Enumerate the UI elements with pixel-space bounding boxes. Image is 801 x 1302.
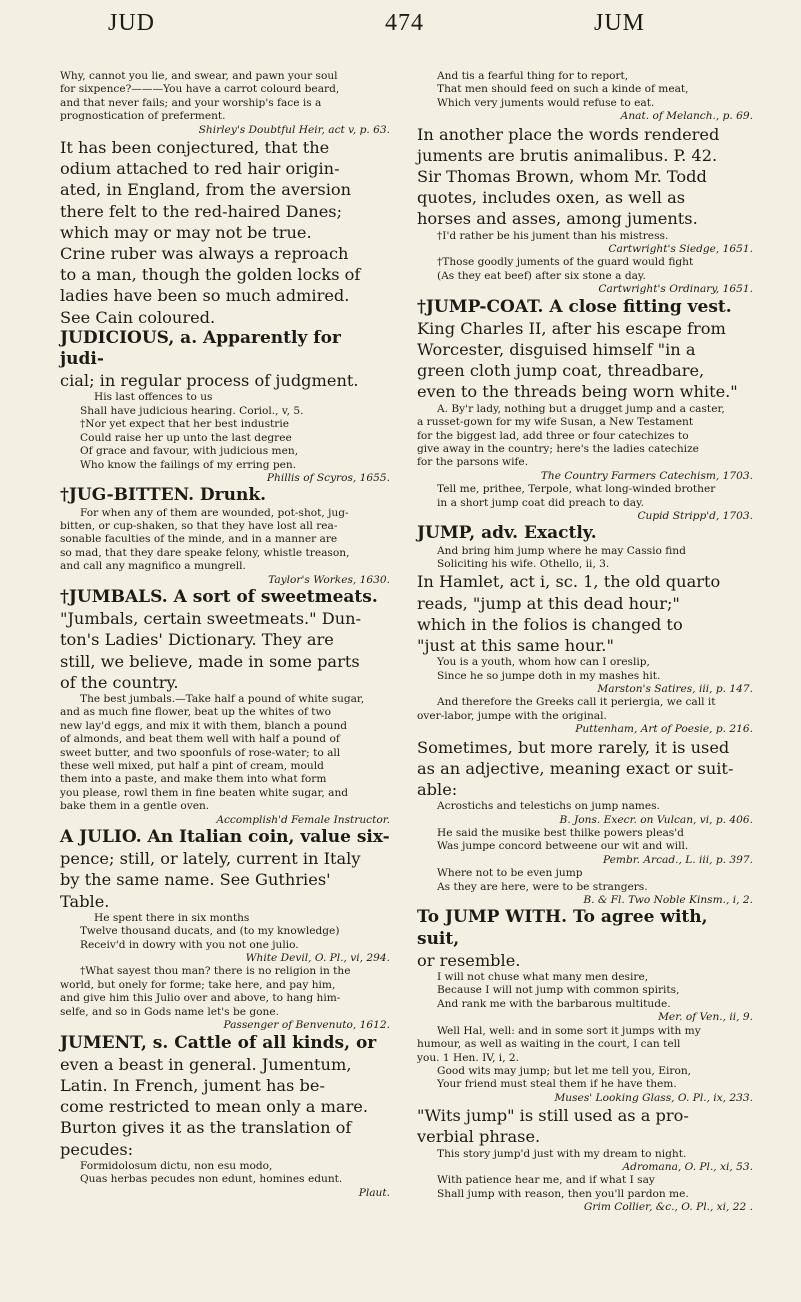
quotation-line: Where not to be even jump: [437, 867, 583, 880]
citation-line: Mer. of Ven., ii, 9.: [658, 1011, 753, 1024]
quotation-line: Since he so jumpe doth in my mashes hit.: [437, 669, 661, 682]
quotation-line: and as much fine flower, beat up the whites of two: [60, 706, 331, 719]
quotation-line: humour, as well as waiting in the court, I can tell: [417, 1038, 681, 1051]
quotation-line: Of grace and favour, with judicious men,: [80, 445, 299, 458]
body-text-line: verbial phrase.: [417, 1127, 541, 1147]
quotation-line: I will not chuse what many men desire,: [437, 971, 649, 984]
quotation-line: †Those goodly juments of the guard would fight: [437, 256, 694, 269]
quotation-line: Formidolosum dictu, non esu modo,: [80, 1159, 273, 1172]
quotation-line: His last offences to us: [94, 391, 213, 404]
quotation-line: †Nor yet expect that her best industrie: [80, 418, 289, 431]
entry-headword-line: †JUG-BITTEN. Drunk.: [60, 485, 267, 506]
quotation-line: of almonds, and beat them well with half a pound of: [60, 733, 340, 746]
quotation-line: This story jump'd just with my dream to night.: [437, 1147, 687, 1160]
quotation-line: Shall have judicious hearing. Coriol., v, 5.: [80, 404, 304, 417]
citation-line: Cartwright's Siedge, 1651.: [608, 243, 753, 256]
body-text-line: In another place the words rendered: [417, 124, 720, 144]
quotation-line: Tell me, prithee, Terpole, what long-winded brother: [437, 483, 716, 496]
quotation-line: over-labor, jumpe with the original.: [417, 709, 607, 722]
quotation-line: for the biggest lad, add three or four catechizes to: [417, 429, 689, 442]
body-text-line: or resemble.: [417, 950, 521, 970]
citation-line: Cupid Stripp'd, 1703.: [637, 509, 753, 522]
citation-line: Marston's Satires, iii, p. 147.: [597, 682, 753, 695]
header-left-guideword: JUD: [108, 10, 156, 36]
quotation-line: He said the musike best thilke powers pleas'd: [437, 827, 684, 840]
quotation-line: sonable faculties of the minde, and in a manner are: [60, 533, 338, 546]
entry-headword-line: †JUMBALS. A sort of sweetmeats.: [60, 586, 378, 607]
body-text-line: pecudes:: [60, 1139, 134, 1159]
body-text-line: odium attached to red hair origin-: [60, 159, 340, 179]
citation-line: Muses' Looking Glass, O. Pl., ix, 233.: [554, 1091, 753, 1104]
quotation-line: Who know the failings of my erring pen.: [80, 458, 297, 471]
body-text-line: Latin. In French, jument has be-: [60, 1075, 325, 1095]
citation-line: Phillis of Scyros, 1655.: [266, 471, 390, 484]
body-text-line: reads, "jump at this dead hour;": [417, 593, 680, 613]
quotation-line: you. 1 Hen. IV, i, 2.: [417, 1051, 520, 1064]
quotation-line: a russet-gown for my wife Susan, a New Testament: [417, 416, 694, 429]
entry-headword-line: JUDICIOUS, a. Apparently for judi-: [60, 327, 341, 370]
quotation-line: Quas herbas pecudes non edunt, homines edunt.: [80, 1173, 343, 1186]
body-text-line: horses and asses, among juments.: [417, 209, 698, 229]
entry-headword-line: †JUMP-COAT. A close fitting vest.: [417, 296, 732, 317]
quotation-line: Was jumpe concord betweene our wit and will.: [437, 840, 689, 853]
quotation-line: Could raise her up unto the last degree: [80, 431, 292, 444]
body-text-line: ated, in England, from the aversion: [60, 180, 352, 200]
body-text-line: even to the threads being worn white.": [417, 382, 738, 402]
quotation-line: and that never fails; and your worship's face is a: [60, 96, 322, 109]
body-text-line: still, we believe, made in some parts: [60, 651, 360, 671]
body-text-line: by the same name. See Guthries': [60, 870, 331, 890]
quotation-line: them into a paste, and make them into what form: [60, 773, 327, 786]
quotation-line: (As they eat beef) after six stone a day.: [437, 269, 646, 282]
body-text-line: of the country.: [60, 672, 179, 692]
quotation-line: A. By'r lady, nothing but a drugget jump and a caster,: [437, 402, 725, 415]
quotation-line: new lay'd eggs, and mix it with them, blanch a pound: [60, 719, 348, 732]
quotation-line: and call any magnifico a mungrell.: [60, 560, 246, 573]
quotation-line: As they are here, were to be strangers.: [437, 880, 648, 893]
quotation-line: Because I will not jump with common spirits,: [437, 984, 680, 997]
quotation-line: With patience hear me, and if what I say: [437, 1174, 655, 1187]
citation-line: Accomplish'd Female Instructor.: [216, 813, 390, 826]
running-header: [0, 6, 801, 42]
entry-headword-line: JUMP, adv. Exactly.: [417, 523, 597, 544]
body-text-line: there felt to the red-haired Danes;: [60, 201, 343, 221]
quotation-line: Receiv'd in dowry with you not one julio.: [80, 938, 299, 951]
body-text-line: It has been conjectured, that the: [60, 138, 330, 158]
quotation-line: Which very juments would refuse to eat.: [437, 96, 655, 109]
quotation-line: Shall jump with reason, then you'll pardon me.: [437, 1187, 689, 1200]
quotation-line: you please, rowl them in fine beaten white sugar, and: [60, 786, 349, 799]
body-text-line: green cloth jump coat, threadbare,: [417, 361, 705, 381]
body-text-line: Burton gives it as the translation of: [60, 1118, 352, 1138]
quotation-line: And bring him jump where he may Cassio find: [437, 544, 686, 557]
quotation-line: for the parsons wife.: [417, 456, 529, 469]
quotation-line: For when any of them are wounded, pot-shot, jug-: [80, 506, 349, 519]
quotation-line: Acrostichs and telestichs on jump names.: [437, 800, 660, 813]
entry-headword-line: A JULIO. An Italian coin, value six-: [60, 827, 390, 848]
left-column: [60, 70, 390, 1200]
citation-line: Adromana, O. Pl., xi, 53.: [622, 1160, 753, 1173]
citation-line: B. Jons. Execr. on Vulcan, vi, p. 406.: [559, 813, 753, 826]
body-text-line: Worcester, disguised himself "in a: [417, 340, 696, 360]
body-text-line: See Cain coloured.: [60, 307, 216, 327]
quotation-line: world, but onely for forme; take here, and pay him,: [60, 978, 336, 991]
quotation-line: in a short jump coat did preach to day.: [437, 496, 645, 509]
quotation-line: and give him this Julio over and above, to hang him-: [60, 992, 341, 1005]
body-text-line: come restricted to mean only a mare.: [60, 1097, 369, 1117]
citation-line: Puttenham, Art of Poesie, p. 216.: [575, 723, 753, 736]
quotation-line: Soliciting his wife. Othello, ii, 3.: [437, 557, 610, 570]
body-text-line: King Charles II, after his escape from: [417, 318, 726, 338]
quotation-line: bitten, or cup-shaken, so that they have lost all rea-: [60, 519, 338, 532]
body-text-line: juments are brutis animalibus. P. 42.: [417, 145, 718, 165]
body-text-line: even a beast in general. Jumentum,: [60, 1054, 352, 1074]
body-text-line: Sir Thomas Brown, whom Mr. Todd: [417, 167, 707, 187]
body-text-line: "Wits jump" is still used as a pro-: [417, 1106, 689, 1126]
citation-line: B. & Fl. Two Noble Kinsm., i, 2.: [583, 894, 753, 907]
header-right-guideword: JUM: [594, 10, 646, 36]
quotation-line: The best jumbals.—Take half a pound of white sugar,: [80, 692, 365, 705]
page-number: 474: [385, 10, 424, 36]
quotation-line: selfe, and so in Gods name let's be gone.: [60, 1005, 279, 1018]
quotation-line: for sixpence?———You have a carrot colourd beard,: [60, 83, 340, 96]
quotation-line: Your friend must steal them if he have them.: [437, 1078, 677, 1091]
quotation-line: And rank me with the barbarous multitude.: [437, 997, 671, 1010]
quotation-line: bake them in a gentle oven.: [60, 800, 210, 813]
body-text-line: cial; in regular process of judgment.: [60, 371, 359, 391]
citation-line: Pembr. Arcad., L. iii, p. 397.: [602, 853, 753, 866]
body-text-line: "just at this same hour.": [417, 635, 614, 655]
quotation-line: Good wits may jump; but let me tell you, Eiron,: [437, 1064, 692, 1077]
body-text-line: which may or may not be true.: [60, 222, 312, 242]
quotation-line: †What sayest thou man? there is no religion in the: [80, 965, 351, 978]
body-text-line: which in the folios is changed to: [417, 614, 683, 634]
body-text-line: as an adjective, meaning exact or suit-: [417, 758, 734, 778]
citation-line: Taylor's Workes, 1630.: [268, 573, 390, 586]
citation-line: The Country Farmers Catechism, 1703.: [540, 469, 753, 482]
body-text-line: "Jumbals, certain sweetmeats." Dun-: [60, 609, 362, 629]
quotation-line: You is a youth, whom how can I oreslip,: [437, 656, 650, 669]
citation-line: Grim Collier, &c., O. Pl., xi, 22 .: [583, 1201, 753, 1214]
body-text-line: to a man, though the golden locks of: [60, 265, 361, 285]
citation-line: Anat. of Melanch., p. 69.: [620, 110, 753, 123]
quotation-line: And therefore the Greeks call it periergia, we call it: [437, 696, 716, 709]
quotation-line: give away in the country; here's the ladies catechize: [417, 442, 699, 455]
body-text-line: Table.: [60, 891, 110, 911]
quotation-line: sweet butter, and two spoonfuls of rose-water; to all: [60, 746, 341, 759]
quotation-line: Why, cannot you lie, and swear, and pawn your soul: [60, 70, 338, 82]
citation-line: Plaut.: [358, 1186, 390, 1199]
quotation-line: so mad, that they dare speake felony, whistle treason,: [60, 546, 350, 559]
quotation-line: And tis a fearful thing for to report,: [437, 70, 629, 82]
quotation-line: these well mixed, put half a pint of cream, mould: [60, 760, 324, 772]
body-text-line: In Hamlet, act i, sc. 1, the old quarto: [417, 572, 721, 592]
entry-headword-line: JUMENT, s. Cattle of all kinds, or: [60, 1032, 377, 1053]
body-text-line: pence; still, or lately, current in Italy: [60, 849, 361, 869]
quotation-line: That men should feed on such a kinde of meat,: [437, 83, 689, 96]
quotation-line: Twelve thousand ducats, and (to my knowledge): [80, 925, 340, 938]
citation-line: White Devil, O. Pl., vi, 294.: [245, 952, 390, 965]
citation-line: Passenger of Benvenuto, 1612.: [223, 1019, 390, 1032]
body-text-line: ton's Ladies' Dictionary. They are: [60, 630, 334, 650]
quotation-line: †I'd rather be his jument than his mistress.: [437, 229, 669, 242]
quotation-line: He spent there in six months: [94, 911, 250, 924]
citation-line: Shirley's Doubtful Heir, act v, p. 63.: [198, 123, 390, 136]
citation-line: Cartwright's Ordinary, 1651.: [598, 283, 753, 296]
body-text-line: ladies have been so much admired.: [60, 286, 350, 306]
body-text-line: quotes, includes oxen, as well as: [417, 188, 686, 208]
quotation-line: Well Hal, well: and in some sort it jumps with my: [437, 1024, 701, 1037]
body-text-line: able:: [417, 780, 458, 800]
body-text-line: Sometimes, but more rarely, it is used: [417, 737, 730, 757]
body-text-line: Crine ruber was always a reproach: [60, 244, 349, 264]
entry-headword-line: To JUMP WITH. To agree with, suit,: [417, 907, 708, 949]
right-column: [417, 70, 753, 1215]
quotation-line: prognostication of preferment.: [60, 110, 226, 123]
